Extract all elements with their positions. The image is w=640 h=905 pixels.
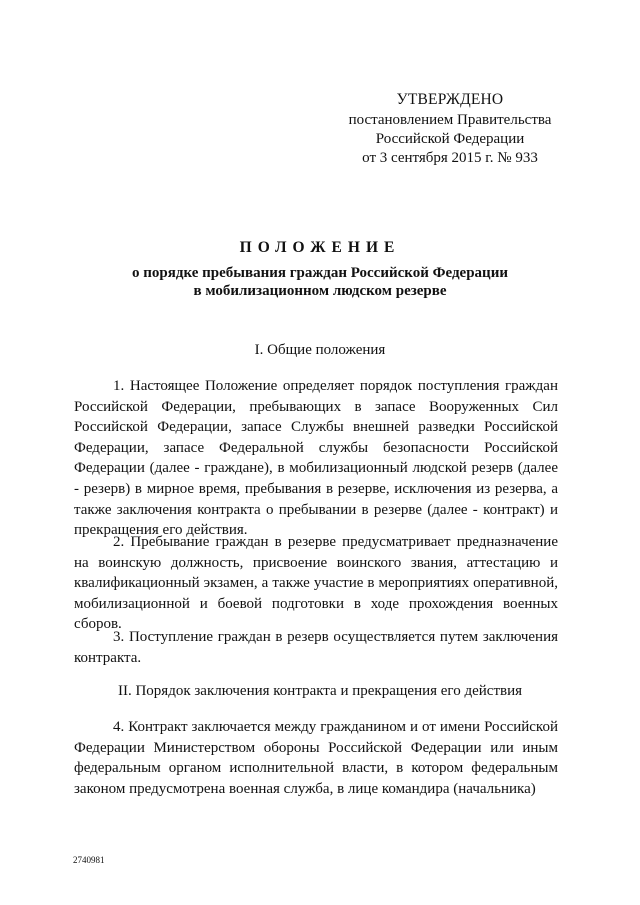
document-subtitle-line-2: в мобилизационном людском резерве [193, 283, 447, 299]
document-code: 2740981 [73, 855, 105, 865]
document-title-block [70, 238, 570, 300]
paragraph-1: 1. Настоящее Положение определяет порядок поступления граждан Российской Федерации, пребывающих в запасе Вооруженных Сил Российской Федерации, запасе Службы внешней разведки Российской Федерации, запасе Федеральной службы безопасности Российской Федерации (далее - граждане), в мобилизационный людской резерв (далее - резерв) в мирное время, пребывания в резерве, исключения из резерва, а также заключения контракта о пребывании в резерве (далее - контракт) и прекращения его действия. [74, 378, 558, 539]
paragraph-4: 4. Контракт заключается между гражданином и от имени Российской Федерации Министерством обороны Российской Федерации или иным федеральным органом исполнительной власти, в котором федеральным законом предусмотрена военная служба, в лице командира (начальника) [74, 719, 558, 797]
document-subtitle-line-1: о порядке пребывания граждан Российской Федерации [132, 265, 508, 281]
approval-line-3: от 3 сентября 2015 г. № 933 [362, 150, 538, 166]
document-title: ПОЛОЖЕНИЕ [239, 239, 401, 256]
section-heading-1: I. Общие положения [254, 342, 386, 358]
paragraph-2: 2. Пребывание граждан в резерве предусматривает предназначение на воинскую должность, присвоение воинского звания, аттестацию и квалификационный экзамен, а также участие в мероприятиях оперативной, мобилизационной и боевой подготовки в ходе прохождения военных сборов. [74, 534, 558, 633]
approval-stamp [330, 90, 570, 168]
approval-line-1: постановлением Правительства [348, 112, 552, 128]
approval-title: УТВЕРЖДЕНО [396, 91, 504, 108]
approval-line-2: Российской Федерации [375, 131, 525, 147]
section-heading-2: II. Порядок заключения контракта и прекращения его действия [117, 683, 523, 699]
paragraph-3: 3. Поступление граждан в резерв осуществляется путем заключения контракта. [74, 629, 558, 666]
